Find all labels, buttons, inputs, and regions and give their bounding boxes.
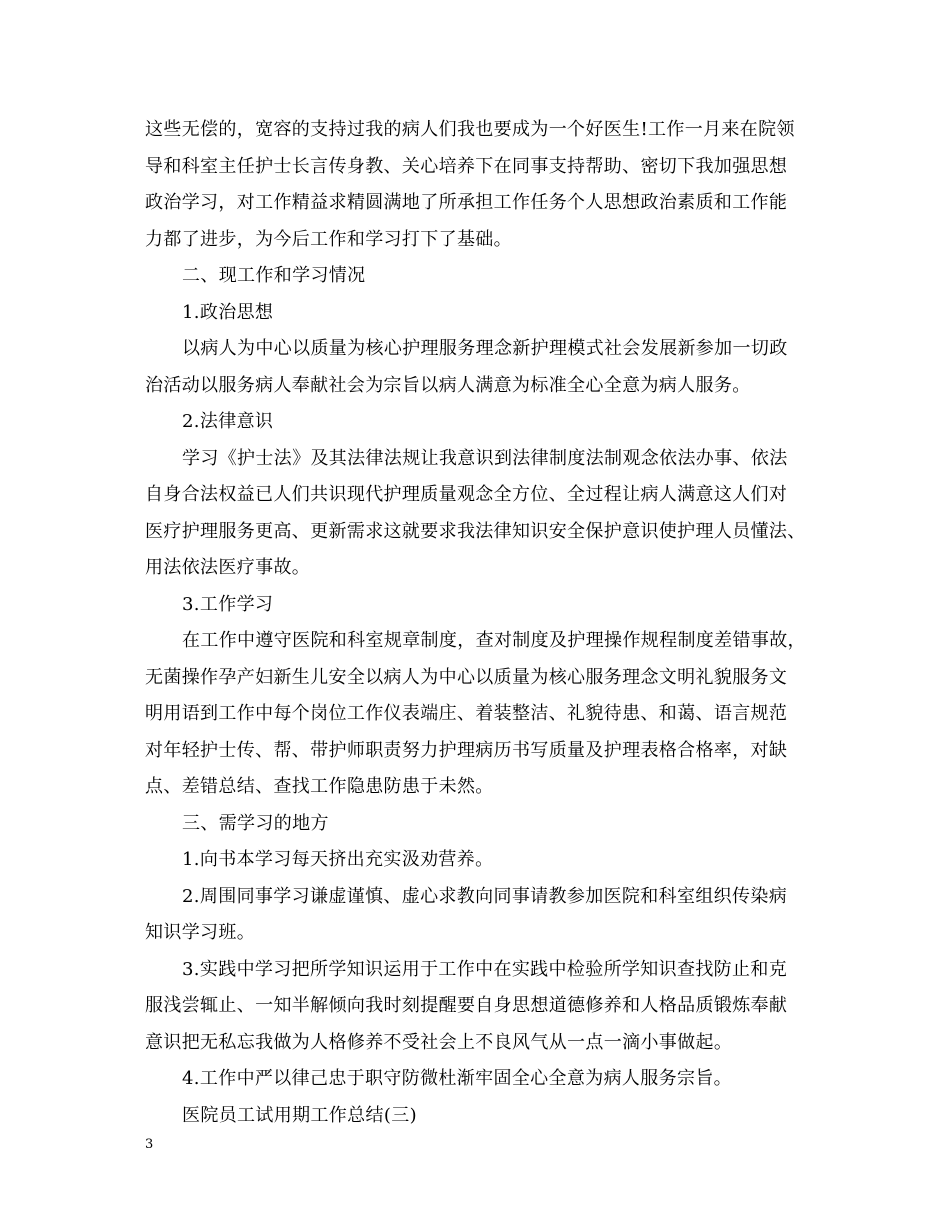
list-item-continuation: 意识把无私忘我做为人格修养不受社会上不良风气从一点一滴小事做起。 xyxy=(145,1031,733,1053)
subsection-heading: 3.工作学习 xyxy=(182,593,274,615)
paragraph-line: 明用语到工作中每个岗位工作仪表端庄、着装整洁、礼貌待患、和蔼、语言规范 xyxy=(145,703,788,724)
list-item: 1.向书本学习每天挤出充实汲劝营养。 xyxy=(182,849,494,870)
section-heading: 二、现工作和学习情况 xyxy=(182,265,366,286)
subsection-heading: 1.政治思想 xyxy=(182,301,274,323)
subsection-heading: 2.法律意识 xyxy=(182,411,274,432)
list-item: 4.工作中严以律己忠于职守防微杜渐牢固全心全意为病人服务宗旨。 xyxy=(182,1068,733,1089)
list-item-continuation: 知识学习班。 xyxy=(145,922,256,943)
paragraph-line: 在工作中遵守医院和科室规章制度，查对制度及护理操作规程制度差错事故， xyxy=(182,630,806,651)
paragraph-line: 对年轻护士传、帮、带护师职责努力护理病历书写质量及护理表格合格率，对缺 xyxy=(145,739,788,761)
page-number: 3 xyxy=(145,1137,154,1152)
paragraph-line: 力都了进步，为今后工作和学习打下了基础。 xyxy=(145,228,512,250)
paragraph-line: 医疗护理服务更高、更新需求这就要求我法律知识安全保护意识使护理人员懂法、 xyxy=(145,520,806,542)
paragraph-line: 点、差错总结、查找工作隐患防患于未然。 xyxy=(145,776,494,797)
list-item: 3.实践中学习把所学知识运用于工作中在实践中检验所学知识查找防止和克 xyxy=(182,958,788,980)
document-subtitle: 医院员工试用期工作总结(三) xyxy=(182,1104,417,1126)
paragraph-line: 政治学习，对工作精益求精圆满地了所承担工作任务个人思想政治素质和工作能 xyxy=(145,192,788,213)
list-item-continuation: 服浅尝辄止、一知半解倾向我时刻提醒要自身思想道德修养和人格品质锻炼奉献 xyxy=(145,995,788,1016)
paragraph-line: 这些无偿的，宽容的支持过我的病人们我也要成为一个好医生!工作一月来在院领 xyxy=(145,119,795,140)
paragraph-line: 导和科室主任护士长言传身教、关心培养下在同事支持帮助、密切下我加强思想 xyxy=(145,155,788,177)
paragraph-line: 用法依法医疗事故。 xyxy=(145,557,311,578)
paragraph-line: 无菌操作孕产妇新生儿安全以病人为中心以质量为核心服务理念文明礼貌服务文 xyxy=(145,666,788,688)
paragraph-line: 以病人为中心以质量为核心护理服务理念新护理模式社会发展新参加一切政 xyxy=(182,338,788,359)
section-heading: 三、需学习的地方 xyxy=(182,812,329,834)
paragraph-line: 自身合法权益已人们共识现代护理质量观念全方位、全过程让病人满意这人们对 xyxy=(145,484,788,505)
list-item: 2.周围同事学习谦虚谨慎、虚心求教向同事请教参加医院和科室组织传染病 xyxy=(182,885,788,907)
paragraph-line: 治活动以服务病人奉献社会为宗旨以病人满意为标准全心全意为病人服务。 xyxy=(145,374,751,396)
body-text xyxy=(145,112,810,1134)
paragraph-line: 学习《护士法》及其法律法规让我意识到法律制度法制观念依法办事、依法 xyxy=(182,447,788,469)
